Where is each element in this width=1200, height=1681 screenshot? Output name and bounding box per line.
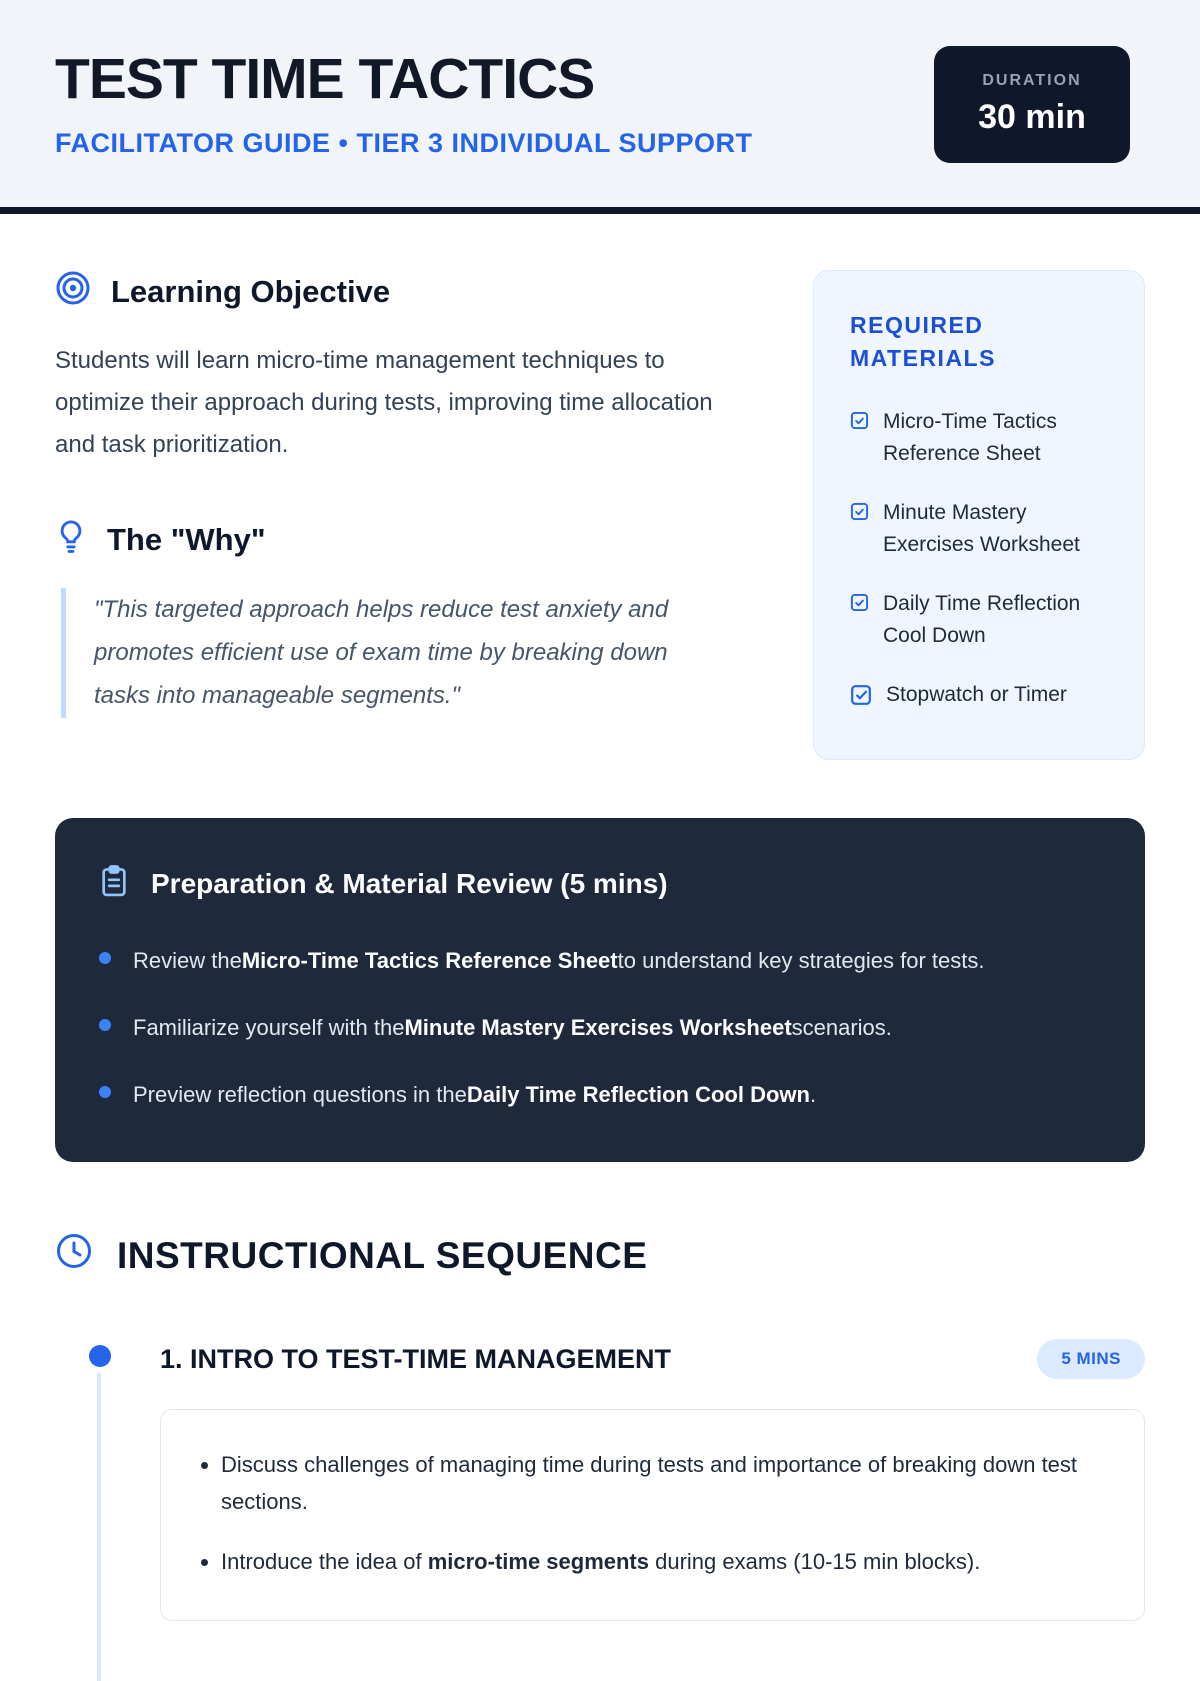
sequence-timeline (55, 1339, 1145, 1621)
prep-bullet-text: Familiarize yourself with theMinute Mastery Exercises Worksheetscenarios. (133, 1014, 892, 1040)
checkbox-icon (850, 588, 869, 623)
why-label: The "Why" (107, 522, 266, 557)
duration-label: DURATION (982, 72, 1082, 89)
main-content (0, 214, 1200, 1621)
checkbox-icon (850, 497, 869, 532)
target-icon (55, 270, 91, 314)
list-item: • Discuss challenges of managing time during tests and importance of breaking down test sections. (221, 1446, 1104, 1521)
checkbox-icon (850, 679, 872, 717)
instructional-sequence-label: INSTRUCTIONAL SEQUENCE (117, 1234, 648, 1276)
why-heading (55, 518, 753, 562)
clipboard-icon (99, 864, 129, 905)
bullet-dot-icon (99, 1086, 111, 1098)
clock-icon (55, 1232, 93, 1279)
preparation-heading-label: Preparation & Material Review (5 mins) (151, 868, 668, 900)
step-header (160, 1339, 1145, 1379)
list-item (850, 679, 1112, 717)
required-materials-card (813, 270, 1145, 760)
list-item (850, 588, 1112, 653)
duration-value: 30 min (978, 98, 1086, 136)
list-item (850, 406, 1112, 471)
list-item (99, 1010, 1097, 1045)
required-materials-heading: REQUIRED MATERIALS (850, 312, 996, 372)
objective-column (55, 270, 753, 718)
learning-objective-label: Learning Objective (111, 274, 391, 309)
step-title: 1. INTRO TO TEST-TIME MANAGEMENT (160, 1343, 672, 1374)
list-item (99, 943, 1097, 978)
list-item (850, 497, 1112, 562)
duration-box (934, 46, 1130, 163)
list-item: • Introduce the idea of micro-time segments during exams (10-15 min blocks). (221, 1543, 1104, 1580)
list-item (99, 1077, 1097, 1112)
why-quote: "This targeted approach helps reduce test anxiety and promotes efficient use of exam time by breaking down tasks into manageable segments." (61, 588, 721, 718)
instructional-sequence-heading (55, 1232, 1145, 1279)
timeline-dot-icon (89, 1345, 111, 1367)
sequence-step-1 (160, 1339, 1145, 1621)
learning-objective-heading (55, 270, 753, 314)
materials-list (850, 406, 1112, 717)
checkbox-icon (850, 406, 869, 441)
step-card (160, 1409, 1145, 1621)
lightbulb-icon (55, 518, 87, 562)
material-label: Minute Mastery Exercises Worksheet (883, 500, 1080, 557)
material-label: Micro-Time Tactics Reference Sheet (883, 409, 1057, 466)
page-title: TEST TIME TACTICS (55, 47, 595, 111)
material-label: Stopwatch or Timer (886, 682, 1067, 706)
bullet-dot-icon (99, 1019, 111, 1031)
preparation-bullets (99, 943, 1097, 1113)
page-subtitle: FACILITATOR GUIDE • TIER 3 INDIVIDUAL SUPPORT (55, 128, 753, 158)
material-label: Daily Time Reflection Cool Down (883, 591, 1081, 648)
step-duration-badge: 5 MINS (1037, 1339, 1145, 1379)
learning-objective-text: Students will learn micro-time management techniques to optimize their approach during tests, improving time allocation and task prioritization. (55, 347, 713, 458)
prep-bullet-text: Preview reflection questions in theDaily Time Reflection Cool Down. (133, 1081, 817, 1107)
bullet-dot-icon (99, 952, 111, 964)
prep-bullet-text: Review theMicro-Time Tactics Reference Sheetto understand key strategies for tests. (133, 947, 985, 973)
header-titles (55, 46, 753, 159)
page-header (0, 0, 1200, 214)
preparation-heading (99, 864, 1097, 905)
preparation-card (55, 818, 1145, 1163)
step-bullet-list (221, 1446, 1104, 1580)
